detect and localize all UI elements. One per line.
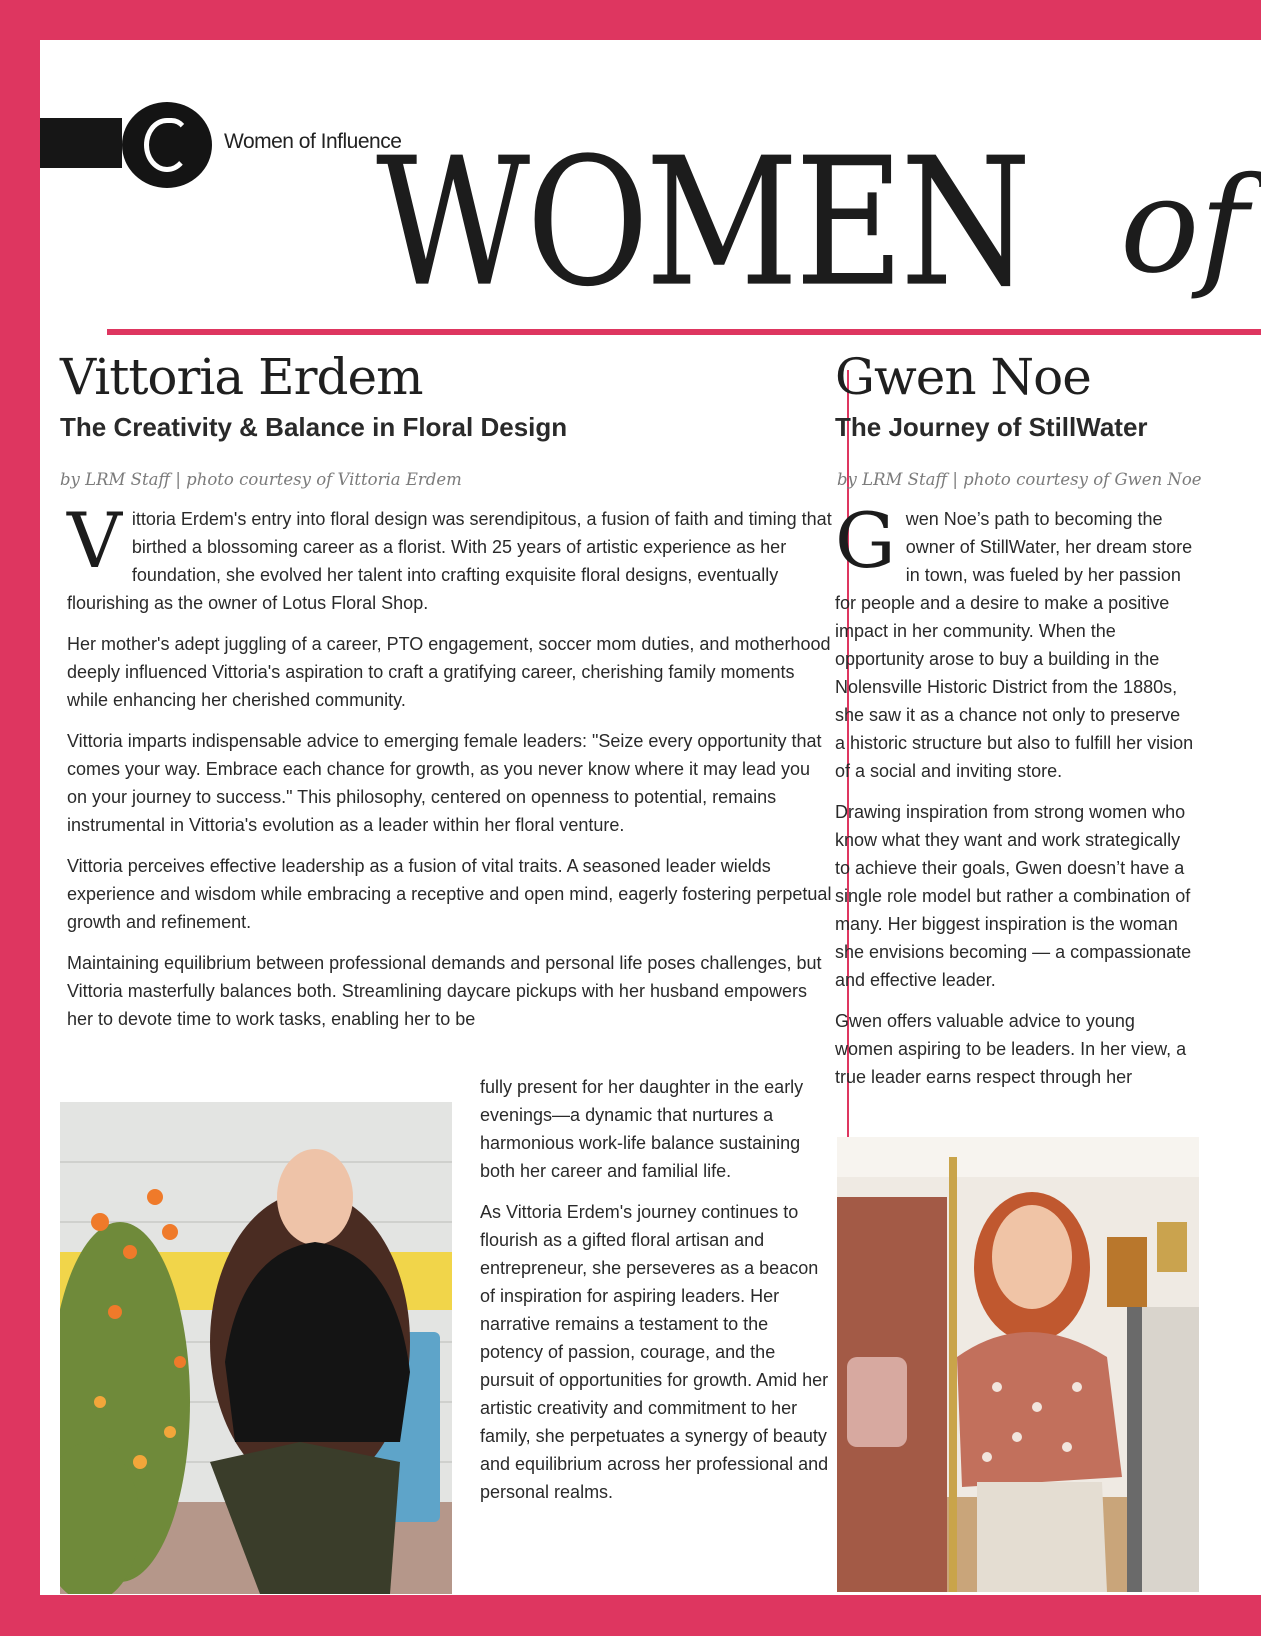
left-paragraph-2: Her mother's adept juggling of a career, PTO engagement, soccer mom duties, and motherhood deeply influenced Vittoria's aspiration to craft a gratifying career, cherishing family moments while enhancing her cherished community. [67, 634, 831, 710]
left-paragraph-1: Vittoria Erdem's entry into floral design was serendipitous, a fusion of faith and timing that birthed a blossoming career as a florist. With 25 years of artistic experience as her foundation, she evolved her talent into crafting exquisite floral designs, eventually flourishing as the owner of Lotus Floral Shop. [67, 496, 832, 613]
left-paragraph-6: As Vittoria Erdem's journey continues to flourish as a gifted floral artisan and entrepreneur, she perseveres as a beacon of inspiration for aspiring leaders. Her narrative remains a testament to the potency of passion, courage, and the pursuit of opportunities for growth. Amid her artistic creativity and commitment to her family, she perpetuates a synergy of beauty and equilibrium across her professional and personal realms. [480, 1202, 829, 1502]
masthead-title: WOMEN [376, 120, 1028, 327]
right-paragraph-2: Drawing inspiration from strong women who know what they want and work strategically to achieve their goals, Gwen doesn’t have a single role model but rather a combination of many. Her biggest inspiration is the woman she envisions becoming — a compassionate and effective leader. [835, 802, 1192, 990]
right-paragraph-3: Gwen offers valuable advice to young women aspiring to be leaders. In her view, a true leader earns respect through her [835, 1011, 1187, 1087]
left-article-subtitle: The Creativity & Balance in Floral Design [60, 412, 568, 442]
left-paragraph-5-continued: fully present for her daughter in the early evenings—a dynamic that nurtures a harmonious work-life balance sustaining both her career and familial life. [480, 1077, 804, 1181]
right-article-body [835, 496, 1195, 1104]
brand-logo-icon [122, 102, 212, 188]
left-article-name: Vittoria Erdem [60, 348, 423, 406]
left-paragraph-3: Vittoria imparts indispensable advice to emerging female leaders: "Seize every opportunity that comes your way. Embrace each chance for growth, as you never know where it may lead you on your journey to success." This philosophy, centered on openness to potential, remains instrumental in Vittoria's evolution as a leader within her floral venture. [67, 731, 822, 835]
magazine-page [40, 40, 1261, 1595]
right-article-name: Gwen Noe [835, 348, 1091, 406]
masthead-of-script: of [1120, 149, 1249, 303]
left-article-body [67, 496, 832, 1046]
woman-silhouette-icon [144, 118, 190, 172]
right-article-subtitle: The Journey of StillWater [835, 412, 1148, 442]
right-article-byline: by LRM Staff | photo courtesy of Gwen Noe [837, 470, 1202, 489]
left-article-byline: by LRM Staff | photo courtesy of Vittoria Erdem [60, 470, 462, 489]
left-article-body-continued [480, 1073, 830, 1519]
vittoria-erdem-photo [60, 1102, 452, 1594]
right-paragraph-1: Gwen Noe’s path to becoming the owner of StillWater, her dream store in town, was fueled by her passion for people and a desire to make a positive impact in her community. When the opportunity arose to buy a building in the Nolensville Historic District from the 1880s, she saw it as a chance not only to preserve a historic structure but also to fulfill her vision of a social and inviting store. [835, 496, 1194, 781]
gwen-noe-photo [837, 1137, 1199, 1592]
brand-name: Women of Influence [224, 130, 402, 153]
left-dropcap: V [67, 496, 122, 585]
right-dropcap: G [835, 496, 896, 585]
left-paragraph-5: Maintaining equilibrium between professional demands and personal life poses challenges, but Vittoria masterfully balances both. Streamlining daycare pickups with her husband empowers her to devote time to work tasks, enabling her to be [67, 953, 822, 1029]
left-paragraph-4: Vittoria perceives effective leadership as a fusion of vital traits. A seasoned leader wields experience and wisdom while embracing a receptive and open mind, eagerly fostering perpetual growth and refinement. [67, 856, 832, 932]
masthead-black-band [40, 118, 122, 168]
masthead-rule [107, 329, 1261, 335]
